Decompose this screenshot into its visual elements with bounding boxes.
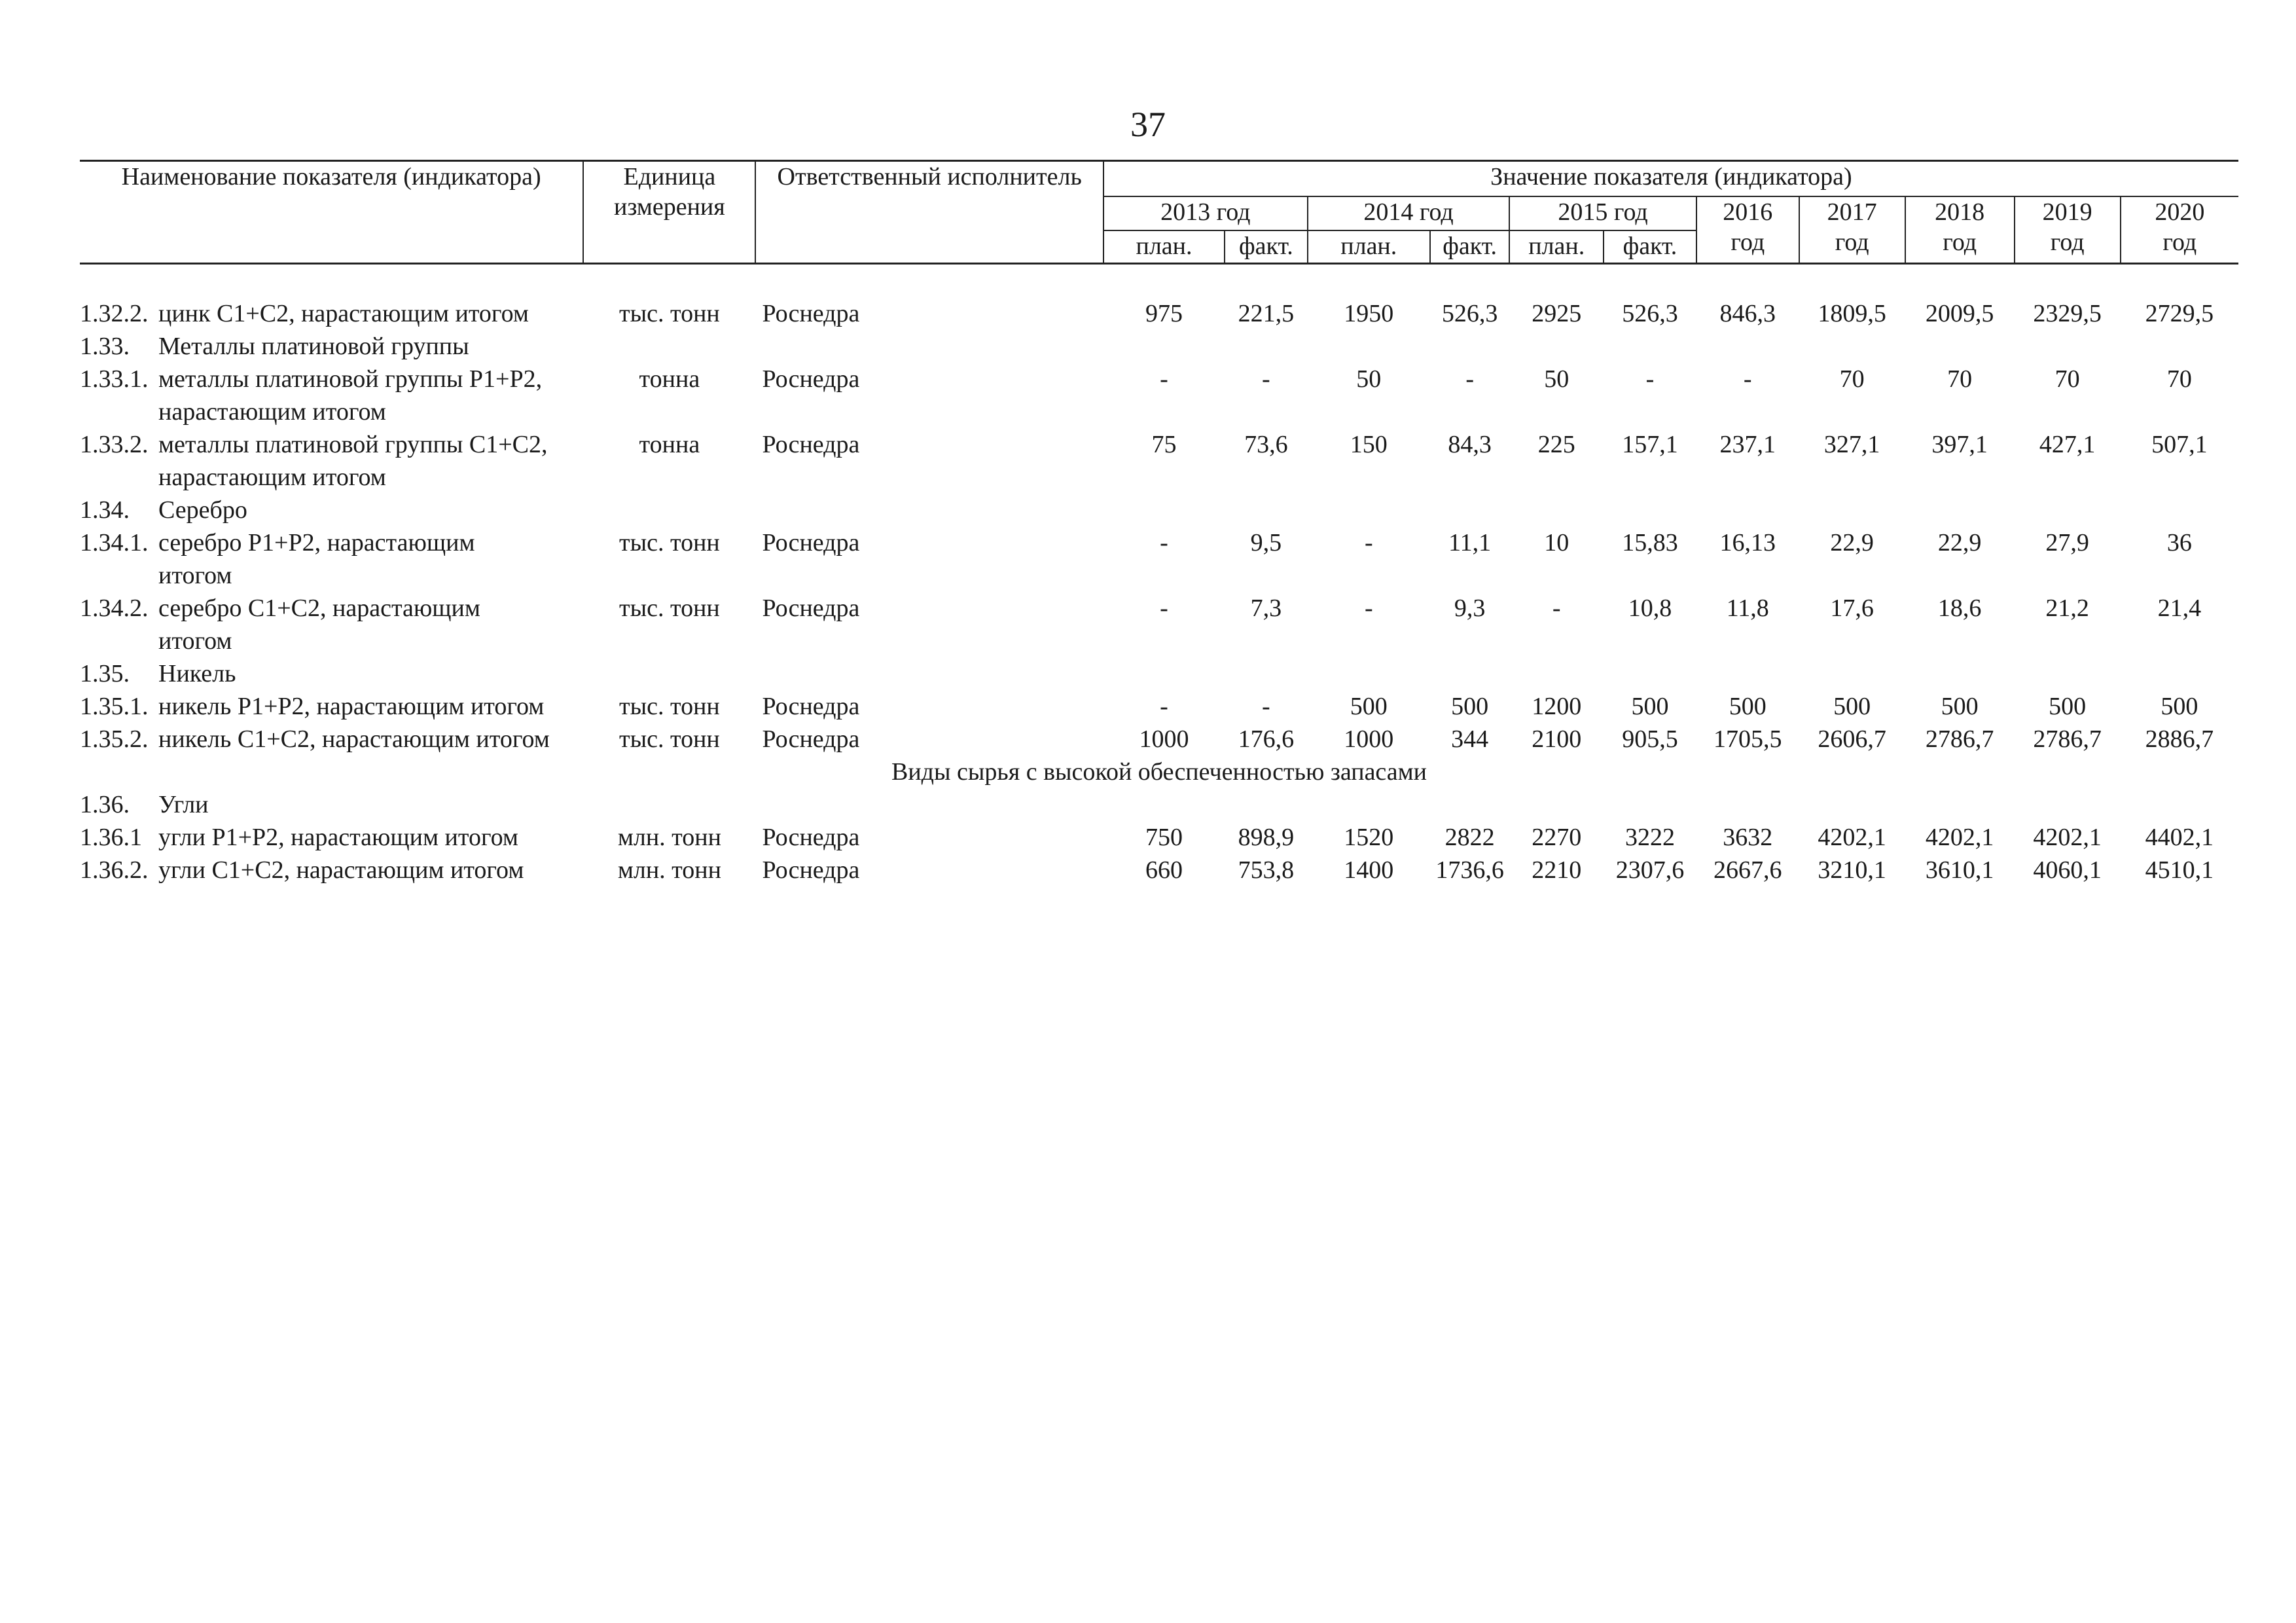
- value-cell: 2100: [1532, 725, 1582, 753]
- value-cell: [2015, 657, 2121, 690]
- value-cell: 2329,5: [2033, 299, 2102, 327]
- value-cell: [1604, 494, 1696, 526]
- value-cell: 11,1: [1448, 528, 1492, 556]
- table-row: [80, 330, 2238, 363]
- value-cell: 17,6: [1830, 594, 1874, 622]
- table-row: [80, 788, 2238, 821]
- value-cell: 750: [1145, 823, 1183, 851]
- executor-cell: Роснедра: [762, 299, 860, 327]
- indicator-cell: [80, 592, 583, 657]
- value-cell: 3210,1: [1818, 856, 1886, 884]
- value-cell: 2886,7: [2145, 725, 2214, 753]
- value-cell: 10,8: [1628, 594, 1672, 622]
- value-cell: -: [1364, 528, 1373, 556]
- value-cell: 70: [1839, 365, 1865, 393]
- unit-cell: тыс. тонн: [619, 692, 720, 720]
- value-cell: 905,5: [1622, 725, 1678, 753]
- value-cell: [1103, 788, 1225, 821]
- executor-cell: [755, 788, 1103, 821]
- header-unit: Единица измерения: [583, 161, 755, 264]
- value-cell: 427,1: [2039, 430, 2096, 458]
- indicator-name: серебро Р1+Р2, нарастающим итогом: [158, 528, 475, 589]
- header-fact-2013: факт.: [1225, 230, 1308, 264]
- executor-cell: Роснедра: [762, 594, 860, 622]
- indicator-code: 1.33.1.: [80, 365, 149, 393]
- value-cell: 4202,1: [2033, 823, 2102, 851]
- executor-cell: Роснедра: [762, 823, 860, 851]
- value-cell: [2121, 330, 2238, 363]
- header-year-2018: 2018 год: [1905, 196, 2015, 264]
- value-cell: 1736,6: [1435, 856, 1504, 884]
- value-cell: [1509, 494, 1604, 526]
- table-row: [80, 723, 2238, 756]
- indicator-code: 1.35.1.: [80, 692, 149, 720]
- value-cell: 4510,1: [2145, 856, 2214, 884]
- value-cell: 2786,7: [1925, 725, 1994, 753]
- value-cell: [1225, 330, 1308, 363]
- unit-cell: тыс. тонн: [619, 725, 720, 753]
- value-cell: -: [1262, 692, 1270, 720]
- value-cell: -: [1743, 365, 1752, 393]
- table-row: [80, 657, 2238, 690]
- unit-cell: тонна: [639, 365, 700, 393]
- header-executor: Ответственный исполнитель: [755, 161, 1103, 264]
- table-row: [80, 592, 2238, 657]
- value-cell: 2925: [1532, 299, 1582, 327]
- value-cell: [1799, 330, 1905, 363]
- indicator-name: цинк С1+С2, нарастающим итогом: [158, 299, 529, 327]
- value-cell: [1905, 788, 2015, 821]
- indicator-code: 1.36.2.: [80, 856, 149, 884]
- value-cell: 27,9: [2045, 528, 2089, 556]
- value-cell: 21,4: [2157, 594, 2202, 622]
- value-cell: 2307,6: [1615, 856, 1685, 884]
- indicator-cell: [80, 330, 583, 363]
- value-cell: 50: [1544, 365, 1570, 393]
- value-cell: -: [1552, 594, 1561, 622]
- header-plan-2015: план.: [1509, 230, 1604, 264]
- indicator-cell: [80, 690, 583, 723]
- value-cell: [1905, 330, 2015, 363]
- value-cell: [1225, 788, 1308, 821]
- indicator-code: 1.36.1: [80, 823, 142, 851]
- value-cell: [2015, 330, 2121, 363]
- value-cell: 397,1: [1931, 430, 1988, 458]
- value-cell: 1000: [1139, 725, 1189, 753]
- value-cell: 1950: [1344, 299, 1394, 327]
- value-cell: 2667,6: [1713, 856, 1782, 884]
- executor-cell: Роснедра: [762, 856, 860, 884]
- indicator-name: металлы платиновой группы С1+С2, нарастающим итогом: [158, 430, 548, 491]
- indicator-code: 1.34.2.: [80, 594, 149, 622]
- value-cell: [2121, 494, 2238, 526]
- value-cell: 70: [1947, 365, 1973, 393]
- page-number: 37: [1130, 105, 1166, 144]
- value-cell: 7,3: [1250, 594, 1282, 622]
- value-cell: [1696, 494, 1799, 526]
- value-cell: 2606,7: [1818, 725, 1886, 753]
- value-cell: 500: [1941, 692, 1979, 720]
- value-cell: -: [1645, 365, 1655, 393]
- indicator-name: Угли: [158, 790, 209, 818]
- value-cell: [1799, 788, 1905, 821]
- value-cell: [1905, 494, 2015, 526]
- table-row: [80, 690, 2238, 723]
- value-cell: 10: [1544, 528, 1570, 556]
- value-cell: 150: [1350, 430, 1388, 458]
- value-cell: 9,5: [1250, 528, 1282, 556]
- indicator-code: 1.32.2.: [80, 299, 149, 327]
- value-cell: 1520: [1344, 823, 1394, 851]
- value-cell: 526,3: [1441, 299, 1498, 327]
- value-cell: 70: [2054, 365, 2080, 393]
- indicators-table: [80, 160, 2238, 886]
- indicator-name: Металлы платиновой группы: [158, 332, 469, 360]
- value-cell: 500: [1833, 692, 1871, 720]
- value-cell: 1200: [1532, 692, 1582, 720]
- indicator-name: серебро С1+С2, нарастающим итогом: [158, 594, 480, 655]
- header-year-2016: 2016 год: [1696, 196, 1799, 264]
- value-cell: 18,6: [1937, 594, 1982, 622]
- value-cell: 975: [1145, 299, 1183, 327]
- value-cell: 344: [1451, 725, 1489, 753]
- header-year-2014: 2014 год: [1308, 196, 1510, 230]
- table-row: [80, 494, 2238, 526]
- header-plan-2013: план.: [1103, 230, 1225, 264]
- unit-cell: тыс. тонн: [619, 528, 720, 556]
- value-cell: 225: [1537, 430, 1575, 458]
- unit-cell: [583, 330, 755, 363]
- value-cell: 11,8: [1726, 594, 1769, 622]
- value-cell: 2786,7: [2033, 725, 2102, 753]
- value-cell: [1799, 657, 1905, 690]
- executor-cell: Роснедра: [762, 725, 860, 753]
- header-plan-2014: план.: [1308, 230, 1430, 264]
- value-cell: 9,3: [1454, 594, 1486, 622]
- table-row: [80, 428, 2238, 494]
- header-year-2017: 2017 год: [1799, 196, 1905, 264]
- table-body: [80, 264, 2238, 886]
- value-cell: [1509, 788, 1604, 821]
- value-cell: 526,3: [1622, 299, 1678, 327]
- value-cell: -: [1160, 594, 1168, 622]
- value-cell: 237,1: [1719, 430, 1776, 458]
- section-title: Виды сырья с высокой обеспеченностью запасами: [891, 757, 1427, 786]
- value-cell: -: [1160, 692, 1168, 720]
- value-cell: [1905, 657, 2015, 690]
- table-row: [80, 297, 2238, 330]
- unit-cell: тонна: [639, 430, 700, 458]
- table-row: [80, 363, 2238, 428]
- value-cell: [1225, 494, 1308, 526]
- unit-cell: млн. тонн: [617, 856, 721, 884]
- indicator-name: угли С1+С2, нарастающим итогом: [158, 856, 524, 884]
- value-cell: 176,6: [1238, 725, 1295, 753]
- value-cell: [1799, 494, 1905, 526]
- section-row: [80, 756, 2238, 788]
- header-value: Значение показателя (индикатора): [1103, 161, 2238, 196]
- unit-cell: [583, 657, 755, 690]
- value-cell: 660: [1145, 856, 1183, 884]
- value-cell: [1430, 788, 1509, 821]
- value-cell: [1225, 657, 1308, 690]
- value-cell: 500: [1729, 692, 1767, 720]
- value-cell: 1809,5: [1818, 299, 1886, 327]
- value-cell: 4402,1: [2145, 823, 2214, 851]
- value-cell: 50: [1356, 365, 1382, 393]
- value-cell: [1604, 788, 1696, 821]
- indicator-name: никель С1+С2, нарастающим итогом: [158, 725, 550, 753]
- executor-cell: [755, 657, 1103, 690]
- value-cell: 500: [1631, 692, 1669, 720]
- value-cell: 3222: [1624, 823, 1675, 851]
- value-cell: 846,3: [1719, 299, 1776, 327]
- value-cell: [1103, 330, 1225, 363]
- value-cell: [1604, 657, 1696, 690]
- header-year-2015: 2015 год: [1509, 196, 1696, 230]
- table-row: [80, 526, 2238, 592]
- value-cell: 898,9: [1238, 823, 1295, 851]
- value-cell: [1308, 330, 1430, 363]
- executor-cell: Роснедра: [762, 430, 860, 458]
- header-name: Наименование показателя (индикатора): [80, 161, 583, 264]
- indicator-code: 1.35.: [80, 659, 130, 687]
- value-cell: 2009,5: [1925, 299, 1994, 327]
- indicator-name: металлы платиновой группы Р1+Р2, нарастающим итогом: [158, 365, 543, 426]
- indicator-cell: [80, 428, 583, 494]
- value-cell: [1308, 494, 1430, 526]
- header-year-2013: 2013 год: [1103, 196, 1308, 230]
- value-cell: -: [1364, 594, 1373, 622]
- value-cell: 500: [2049, 692, 2087, 720]
- value-cell: 1400: [1344, 856, 1394, 884]
- value-cell: [1430, 494, 1509, 526]
- value-cell: 500: [1350, 692, 1388, 720]
- value-cell: 500: [2161, 692, 2198, 720]
- value-cell: [1509, 657, 1604, 690]
- indicator-code: 1.33.2.: [80, 430, 149, 458]
- value-cell: 2270: [1532, 823, 1582, 851]
- value-cell: 75: [1151, 430, 1177, 458]
- value-cell: [1696, 788, 1799, 821]
- value-cell: 507,1: [2151, 430, 2208, 458]
- value-cell: 327,1: [1823, 430, 1880, 458]
- value-cell: 73,6: [1244, 430, 1288, 458]
- value-cell: [1696, 657, 1799, 690]
- value-cell: [1509, 330, 1604, 363]
- indicator-code: 1.36.: [80, 790, 130, 818]
- value-cell: [2015, 494, 2121, 526]
- value-cell: 36: [2166, 528, 2192, 556]
- value-cell: 753,8: [1238, 856, 1295, 884]
- table-row: [80, 821, 2238, 854]
- value-cell: 21,2: [2045, 594, 2089, 622]
- value-cell: [1103, 657, 1225, 690]
- value-cell: 22,9: [1830, 528, 1874, 556]
- value-cell: 4202,1: [1925, 823, 1994, 851]
- value-cell: -: [1160, 528, 1168, 556]
- header-fact-2014: факт.: [1430, 230, 1509, 264]
- indicator-name: Серебро: [158, 496, 247, 524]
- value-cell: [2121, 788, 2238, 821]
- indicator-name: Никель: [158, 659, 236, 687]
- indicator-cell: [80, 788, 583, 821]
- value-cell: 16,13: [1719, 528, 1776, 556]
- indicator-cell: [80, 723, 583, 756]
- value-cell: [2015, 788, 2121, 821]
- indicator-cell: [80, 657, 583, 690]
- value-cell: 4060,1: [2033, 856, 2102, 884]
- value-cell: 500: [1451, 692, 1489, 720]
- header-fact-2015: факт.: [1604, 230, 1696, 264]
- value-cell: -: [1465, 365, 1474, 393]
- indicator-code: 1.35.2.: [80, 725, 149, 753]
- value-cell: 2210: [1532, 856, 1582, 884]
- indicator-name: угли Р1+Р2, нарастающим итогом: [158, 823, 518, 851]
- table-row: [80, 854, 2238, 886]
- value-cell: [1430, 657, 1509, 690]
- value-cell: [2121, 657, 2238, 690]
- executor-cell: [755, 494, 1103, 526]
- indicator-cell: [80, 297, 583, 330]
- executor-cell: Роснедра: [762, 365, 860, 393]
- executor-cell: [755, 330, 1103, 363]
- value-cell: -: [1160, 365, 1168, 393]
- executor-cell: Роснедра: [762, 528, 860, 556]
- value-cell: [1430, 330, 1509, 363]
- unit-cell: тыс. тонн: [619, 299, 720, 327]
- indicator-cell: [80, 494, 583, 526]
- indicator-name: никель Р1+Р2, нарастающим итогом: [158, 692, 545, 720]
- indicator-cell: [80, 363, 583, 428]
- indicator-code: 1.34.1.: [80, 528, 149, 556]
- value-cell: 221,5: [1238, 299, 1295, 327]
- value-cell: [1308, 657, 1430, 690]
- header-year-2020: 2020 год: [2121, 196, 2238, 264]
- value-cell: 2822: [1444, 823, 1495, 851]
- value-cell: [1308, 788, 1430, 821]
- indicator-cell: [80, 854, 583, 886]
- value-cell: 15,83: [1622, 528, 1678, 556]
- indicator-code: 1.33.: [80, 332, 130, 360]
- header-year-2019: 2019 год: [2015, 196, 2121, 264]
- value-cell: [1103, 494, 1225, 526]
- value-cell: 4202,1: [1818, 823, 1886, 851]
- value-cell: 1000: [1344, 725, 1394, 753]
- value-cell: [1604, 330, 1696, 363]
- unit-cell: [583, 788, 755, 821]
- indicator-code: 1.34.: [80, 496, 130, 524]
- indicator-cell: [80, 526, 583, 592]
- value-cell: [1696, 330, 1799, 363]
- unit-cell: млн. тонн: [617, 823, 721, 851]
- value-cell: 3610,1: [1925, 856, 1994, 884]
- unit-cell: тыс. тонн: [619, 594, 720, 622]
- unit-cell: [583, 494, 755, 526]
- executor-cell: Роснедра: [762, 692, 860, 720]
- value-cell: 3632: [1723, 823, 1773, 851]
- indicator-cell: [80, 821, 583, 854]
- value-cell: 70: [2166, 365, 2192, 393]
- value-cell: 1705,5: [1713, 725, 1782, 753]
- value-cell: 157,1: [1622, 430, 1678, 458]
- value-cell: 84,3: [1448, 430, 1492, 458]
- value-cell: -: [1262, 365, 1270, 393]
- value-cell: 2729,5: [2145, 299, 2214, 327]
- value-cell: 22,9: [1937, 528, 1982, 556]
